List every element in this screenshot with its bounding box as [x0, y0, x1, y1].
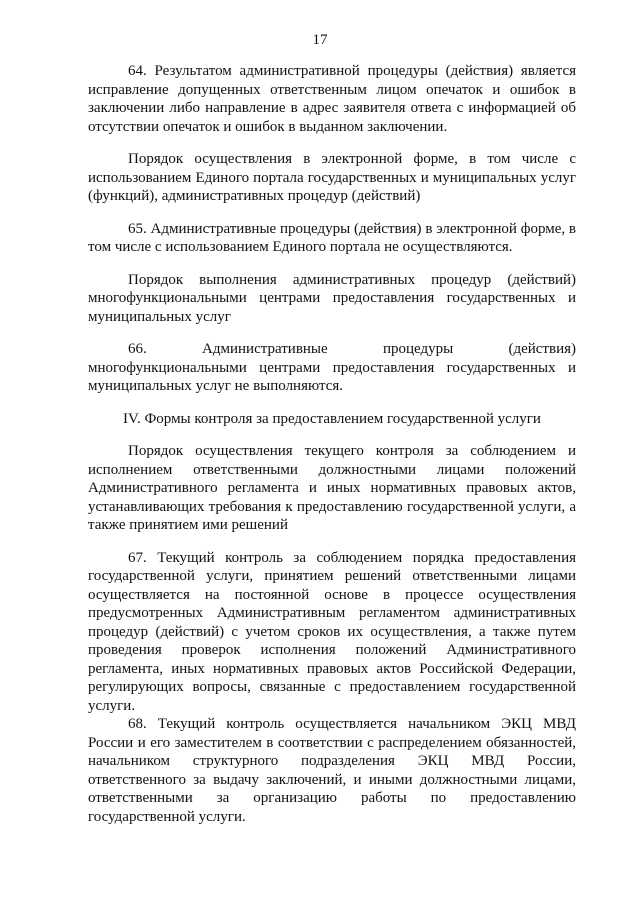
document-body — [88, 62, 576, 826]
paragraph-65: 65. Административные процедуры (действия) в электронной форме, в том числе с использованием Единого портала не осуществляются. — [88, 220, 576, 255]
paragraph-67: 67. Текущий контроль за соблюдением порядка предоставления государственной услуги, принятием решений ответственными лицами осуществляется на постоянной основе в процессе осуществления предусмотренных Административным регламентом административных процедур (действий) с учетом сроков их осуществления, а также путем проведения проверок исполнения положений Административного регламента, иных нормативных правовых актов Российской Федерации, регулирующих вопросы, связанные с предоставлением государственной услуги. — [88, 549, 576, 714]
heading-current-control: Порядок осуществления текущего контроля за соблюдением и исполнением ответственными должностными лицами положений Административного регламента и иных нормативных правовых актов, устанавливающих требования к предоставлению государственной услуги, а также принятием ими решений — [88, 443, 576, 533]
paragraph-64: 64. Результатом административной процедуры (действия) является исправление допущенных ответственным лицом опечаток и ошибок в заключении либо направление в адрес заявителя ответа с информацией об отсутствии опечаток и ошибок в выданном заключении. — [88, 63, 576, 135]
page-number: 17 — [312, 32, 328, 48]
section-iv-title: IV. Формы контроля за предоставлением государственной услуги — [123, 410, 541, 427]
heading-mfc: Порядок выполнения административных процедур (действий) многофункциональными центрами предоставления государственных и муниципальных услуг — [88, 271, 576, 325]
paragraph-68: 68. Текущий контроль осуществляется начальником ЭКЦ МВД России и его заместителем в соответствии с распределением обязанностей, начальником структурного подразделения ЭКЦ МВД России, ответственного за выдачу заключений, и иными должностными лицами, ответственными за организацию работы по предоставлению государственной услуги. — [88, 716, 576, 825]
paragraph-66: 66. Административные процедуры (действия) многофункциональными центрами предоставления государственных и муниципальных услуг не выполняются. — [88, 341, 576, 394]
heading-electronic-form: Порядок осуществления в электронной форме, в том числе с использованием Единого портала государственных и муниципальных услуг (функций), административных процедур (действий) — [88, 151, 576, 204]
